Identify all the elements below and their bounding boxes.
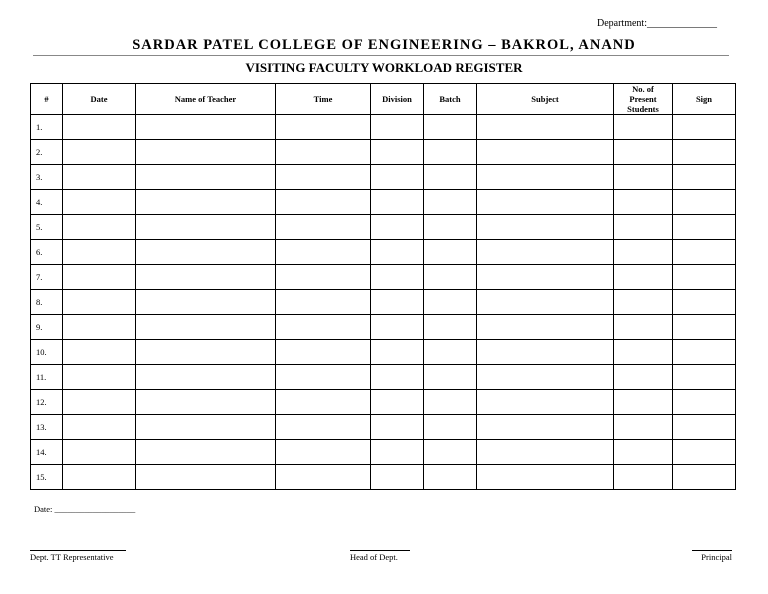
table-cell (424, 465, 477, 490)
table-cell (276, 315, 371, 340)
table-cell (371, 440, 424, 465)
table-row (31, 140, 736, 165)
table-row (31, 415, 736, 440)
col-header-teacher: Name of Teacher (136, 84, 276, 115)
table-cell (424, 340, 477, 365)
table-cell (276, 415, 371, 440)
table-cell (63, 290, 136, 315)
table-cell (136, 140, 276, 165)
signature-head-of-dept: Head of Dept. (350, 550, 410, 562)
table-cell (136, 240, 276, 265)
table-cell (276, 215, 371, 240)
col-header-number: # (31, 84, 63, 115)
table-cell (673, 265, 736, 290)
table-cell (614, 365, 673, 390)
table-cell (477, 290, 614, 315)
table-cell (63, 215, 136, 240)
table-cell (276, 390, 371, 415)
table-cell (673, 340, 736, 365)
table-row (31, 115, 736, 140)
college-name: SARDAR PATEL COLLEGE OF ENGINEERING – BAKROL, ANAND (132, 37, 636, 53)
table-cell (477, 240, 614, 265)
table-cell (424, 365, 477, 390)
row-number: 14. (31, 440, 63, 465)
table-cell (136, 340, 276, 365)
table-cell (371, 390, 424, 415)
table-row (31, 390, 736, 415)
table-cell (673, 415, 736, 440)
col-header-sign: Sign (673, 84, 736, 115)
table-row (31, 340, 736, 365)
table-cell (136, 290, 276, 315)
table-cell (477, 390, 614, 415)
table-cell (424, 290, 477, 315)
table-cell (614, 190, 673, 215)
table-row (31, 165, 736, 190)
table-cell (424, 215, 477, 240)
table-cell (276, 265, 371, 290)
table-cell (614, 165, 673, 190)
table-cell (673, 465, 736, 490)
row-number: 5. (31, 215, 63, 240)
table-cell (136, 390, 276, 415)
table-cell (673, 290, 736, 315)
table-cell (371, 415, 424, 440)
table-row (31, 190, 736, 215)
table-cell (371, 240, 424, 265)
table-cell (371, 290, 424, 315)
table-cell (673, 365, 736, 390)
table-cell (136, 365, 276, 390)
table-cell (614, 340, 673, 365)
table-header-row (31, 84, 736, 115)
table-cell (63, 115, 136, 140)
table-cell (614, 440, 673, 465)
table-cell (673, 315, 736, 340)
header-divider (33, 55, 729, 56)
table-cell (614, 465, 673, 490)
table-cell (276, 140, 371, 165)
table-cell (63, 240, 136, 265)
table-cell (63, 140, 136, 165)
table-cell (614, 215, 673, 240)
table-row (31, 440, 736, 465)
table-cell (477, 215, 614, 240)
table-cell (477, 140, 614, 165)
table-cell (614, 390, 673, 415)
col-header-batch: Batch (424, 84, 477, 115)
table-cell (276, 290, 371, 315)
table-cell (477, 115, 614, 140)
row-number: 4. (31, 190, 63, 215)
row-number: 3. (31, 165, 63, 190)
table-cell (673, 190, 736, 215)
row-number: 8. (31, 290, 63, 315)
col-header-division: Division (371, 84, 424, 115)
table-cell (371, 215, 424, 240)
table-row (31, 365, 736, 390)
table-cell (477, 365, 614, 390)
table-cell (276, 440, 371, 465)
table-cell (673, 165, 736, 190)
table-cell (276, 165, 371, 190)
table-cell (276, 115, 371, 140)
table-cell (424, 440, 477, 465)
table-cell (276, 365, 371, 390)
signature-principal: Principal (692, 550, 732, 562)
table-cell (424, 315, 477, 340)
table-cell (424, 415, 477, 440)
row-number: 15. (31, 465, 63, 490)
table-cell (63, 340, 136, 365)
table-cell (424, 115, 477, 140)
table-cell (424, 390, 477, 415)
table-cell (673, 215, 736, 240)
table-cell (276, 465, 371, 490)
table-cell (614, 265, 673, 290)
row-number: 11. (31, 365, 63, 390)
table-cell (136, 265, 276, 290)
table-cell (673, 115, 736, 140)
table-cell (63, 315, 136, 340)
table-cell (424, 240, 477, 265)
table-cell (673, 440, 736, 465)
table-cell (136, 115, 276, 140)
table-cell (673, 240, 736, 265)
table-cell (424, 265, 477, 290)
date-field: Date: ___________________ (34, 504, 136, 514)
table-cell (614, 315, 673, 340)
table-cell (371, 465, 424, 490)
table-cell (673, 390, 736, 415)
table-row (31, 240, 736, 265)
signature-tt-representative: Dept. TT Representative (30, 550, 126, 562)
table-cell (136, 315, 276, 340)
table-cell (477, 415, 614, 440)
workload-table (30, 83, 736, 490)
table-cell (477, 265, 614, 290)
table-cell (371, 140, 424, 165)
row-number: 6. (31, 240, 63, 265)
table-cell (63, 415, 136, 440)
row-number: 13. (31, 415, 63, 440)
table-cell (63, 390, 136, 415)
table-cell (276, 240, 371, 265)
table-cell (477, 340, 614, 365)
table-cell (136, 165, 276, 190)
row-number: 7. (31, 265, 63, 290)
row-number: 2. (31, 140, 63, 165)
table-cell (136, 440, 276, 465)
table-cell (63, 165, 136, 190)
table-cell (136, 465, 276, 490)
table-row (31, 465, 736, 490)
table-cell (614, 140, 673, 165)
table-cell (614, 240, 673, 265)
table-cell (371, 315, 424, 340)
table-cell (424, 140, 477, 165)
row-number: 1. (31, 115, 63, 140)
row-number: 12. (31, 390, 63, 415)
table-row (31, 290, 736, 315)
table-cell (614, 415, 673, 440)
col-header-subject: Subject (477, 84, 614, 115)
row-number: 9. (31, 315, 63, 340)
row-number: 10. (31, 340, 63, 365)
table-cell (136, 190, 276, 215)
table-cell (477, 440, 614, 465)
table-cell (673, 140, 736, 165)
table-cell (371, 190, 424, 215)
table-row (31, 265, 736, 290)
table-cell (276, 340, 371, 365)
table-row (31, 315, 736, 340)
table-cell (63, 465, 136, 490)
table-cell (276, 190, 371, 215)
col-header-time: Time (276, 84, 371, 115)
table-cell (424, 190, 477, 215)
table-cell (424, 165, 477, 190)
table-cell (63, 190, 136, 215)
table-cell (136, 415, 276, 440)
table-cell (371, 265, 424, 290)
register-title: VISITING FACULTY WORKLOAD REGISTER (245, 60, 523, 75)
table-cell (63, 440, 136, 465)
table-cell (614, 115, 673, 140)
table-cell (371, 340, 424, 365)
table-cell (371, 365, 424, 390)
col-header-date: Date (63, 84, 136, 115)
col-header-present-students: No. of Present Students (614, 84, 673, 115)
department-field: Department:______________ (597, 18, 717, 29)
table-row (31, 215, 736, 240)
table-cell (371, 165, 424, 190)
table-cell (63, 365, 136, 390)
table-cell (63, 265, 136, 290)
table-cell (614, 290, 673, 315)
table-cell (136, 215, 276, 240)
table-cell (477, 190, 614, 215)
table-cell (477, 315, 614, 340)
table-cell (477, 465, 614, 490)
table-cell (371, 115, 424, 140)
table-cell (477, 165, 614, 190)
